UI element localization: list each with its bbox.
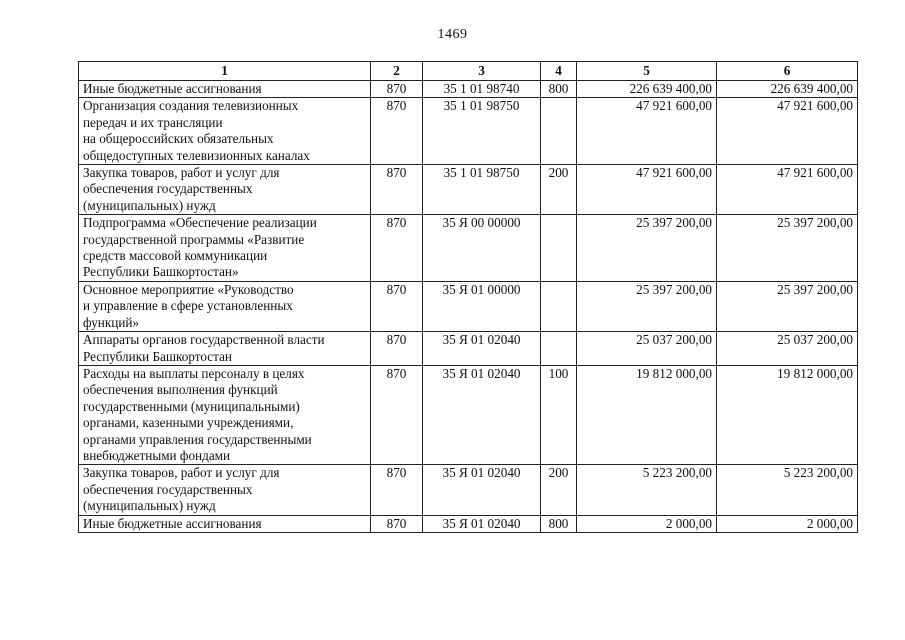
row-expense-type: 100 bbox=[541, 365, 577, 464]
row-sum-col5: 226 639 400,00 bbox=[577, 81, 717, 98]
row-sum-col6: 19 812 000,00 bbox=[717, 365, 858, 464]
table-row bbox=[79, 515, 858, 532]
row-sum-col6: 2 000,00 bbox=[717, 515, 858, 532]
table-row bbox=[79, 215, 858, 282]
row-target-article: 35 Я 01 02040 bbox=[423, 465, 541, 515]
row-sum-col6: 47 921 600,00 bbox=[717, 165, 858, 215]
row-name: Основное мероприятие «Руководство и управление в сфере установленных функций» bbox=[79, 281, 371, 331]
row-sum-col6: 226 639 400,00 bbox=[717, 81, 858, 98]
table-header bbox=[79, 62, 858, 81]
budget-table bbox=[78, 61, 858, 533]
row-ved-code: 870 bbox=[371, 165, 423, 215]
row-sum-col5: 25 397 200,00 bbox=[577, 215, 717, 282]
row-sum-col5: 5 223 200,00 bbox=[577, 465, 717, 515]
row-name: Подпрограмма «Обеспечение реализации государственной программы «Развитие средств массовой коммуникации Республики Башкортостан» bbox=[79, 215, 371, 282]
header-col-6: 6 bbox=[717, 62, 858, 81]
row-target-article: 35 Я 01 00000 bbox=[423, 281, 541, 331]
row-name: Иные бюджетные ассигнования bbox=[79, 515, 371, 532]
row-sum-col6: 25 397 200,00 bbox=[717, 215, 858, 282]
header-col-5: 5 bbox=[577, 62, 717, 81]
row-name: Иные бюджетные ассигнования bbox=[79, 81, 371, 98]
row-sum-col5: 19 812 000,00 bbox=[577, 365, 717, 464]
row-ved-code: 870 bbox=[371, 465, 423, 515]
row-target-article: 35 1 01 98750 bbox=[423, 98, 541, 165]
table-row bbox=[79, 465, 858, 515]
row-sum-col5: 47 921 600,00 bbox=[577, 98, 717, 165]
row-name: Организация создания телевизионных передач и их трансляции на общероссийских обязательных общедоступных телевизионных каналах bbox=[79, 98, 371, 165]
row-expense-type bbox=[541, 281, 577, 331]
header-col-2: 2 bbox=[371, 62, 423, 81]
row-name: Расходы на выплаты персоналу в целях обеспечения выполнения функций государственными (муниципальными) органами, казенными учреждениями, органами управления государственными внебюджетными фондами bbox=[79, 365, 371, 464]
row-expense-type: 800 bbox=[541, 515, 577, 532]
row-name: Аппараты органов государственной власти Республики Башкортостан bbox=[79, 332, 371, 366]
row-ved-code: 870 bbox=[371, 281, 423, 331]
table-row bbox=[79, 165, 858, 215]
row-expense-type: 200 bbox=[541, 165, 577, 215]
row-sum-col6: 47 921 600,00 bbox=[717, 98, 858, 165]
row-sum-col6: 5 223 200,00 bbox=[717, 465, 858, 515]
header-row bbox=[79, 62, 858, 81]
row-sum-col5: 2 000,00 bbox=[577, 515, 717, 532]
row-sum-col5: 25 037 200,00 bbox=[577, 332, 717, 366]
header-col-4: 4 bbox=[541, 62, 577, 81]
row-ved-code: 870 bbox=[371, 332, 423, 366]
row-sum-col6: 25 037 200,00 bbox=[717, 332, 858, 366]
table-body bbox=[79, 81, 858, 533]
table-row bbox=[79, 98, 858, 165]
row-expense-type bbox=[541, 332, 577, 366]
row-target-article: 35 Я 01 02040 bbox=[423, 365, 541, 464]
row-target-article: 35 1 01 98750 bbox=[423, 165, 541, 215]
row-ved-code: 870 bbox=[371, 365, 423, 464]
header-col-3: 3 bbox=[423, 62, 541, 81]
table-row bbox=[79, 365, 858, 464]
row-target-article: 35 Я 01 02040 bbox=[423, 332, 541, 366]
row-expense-type bbox=[541, 215, 577, 282]
row-ved-code: 870 bbox=[371, 81, 423, 98]
row-expense-type: 200 bbox=[541, 465, 577, 515]
row-target-article: 35 Я 01 02040 bbox=[423, 515, 541, 532]
row-expense-type bbox=[541, 98, 577, 165]
row-ved-code: 870 bbox=[371, 515, 423, 532]
row-ved-code: 870 bbox=[371, 215, 423, 282]
row-sum-col5: 47 921 600,00 bbox=[577, 165, 717, 215]
row-name: Закупка товаров, работ и услуг для обеспечения государственных (муниципальных) нужд bbox=[79, 465, 371, 515]
row-expense-type: 800 bbox=[541, 81, 577, 98]
header-col-1: 1 bbox=[79, 62, 371, 81]
row-target-article: 35 1 01 98740 bbox=[423, 81, 541, 98]
row-sum-col5: 25 397 200,00 bbox=[577, 281, 717, 331]
row-ved-code: 870 bbox=[371, 98, 423, 165]
page-number: 1469 bbox=[437, 27, 468, 42]
table-row bbox=[79, 281, 858, 331]
table-row bbox=[79, 81, 858, 98]
table-row bbox=[79, 332, 858, 366]
row-target-article: 35 Я 00 00000 bbox=[423, 215, 541, 282]
row-sum-col6: 25 397 200,00 bbox=[717, 281, 858, 331]
row-name: Закупка товаров, работ и услуг для обеспечения государственных (муниципальных) нужд bbox=[79, 165, 371, 215]
